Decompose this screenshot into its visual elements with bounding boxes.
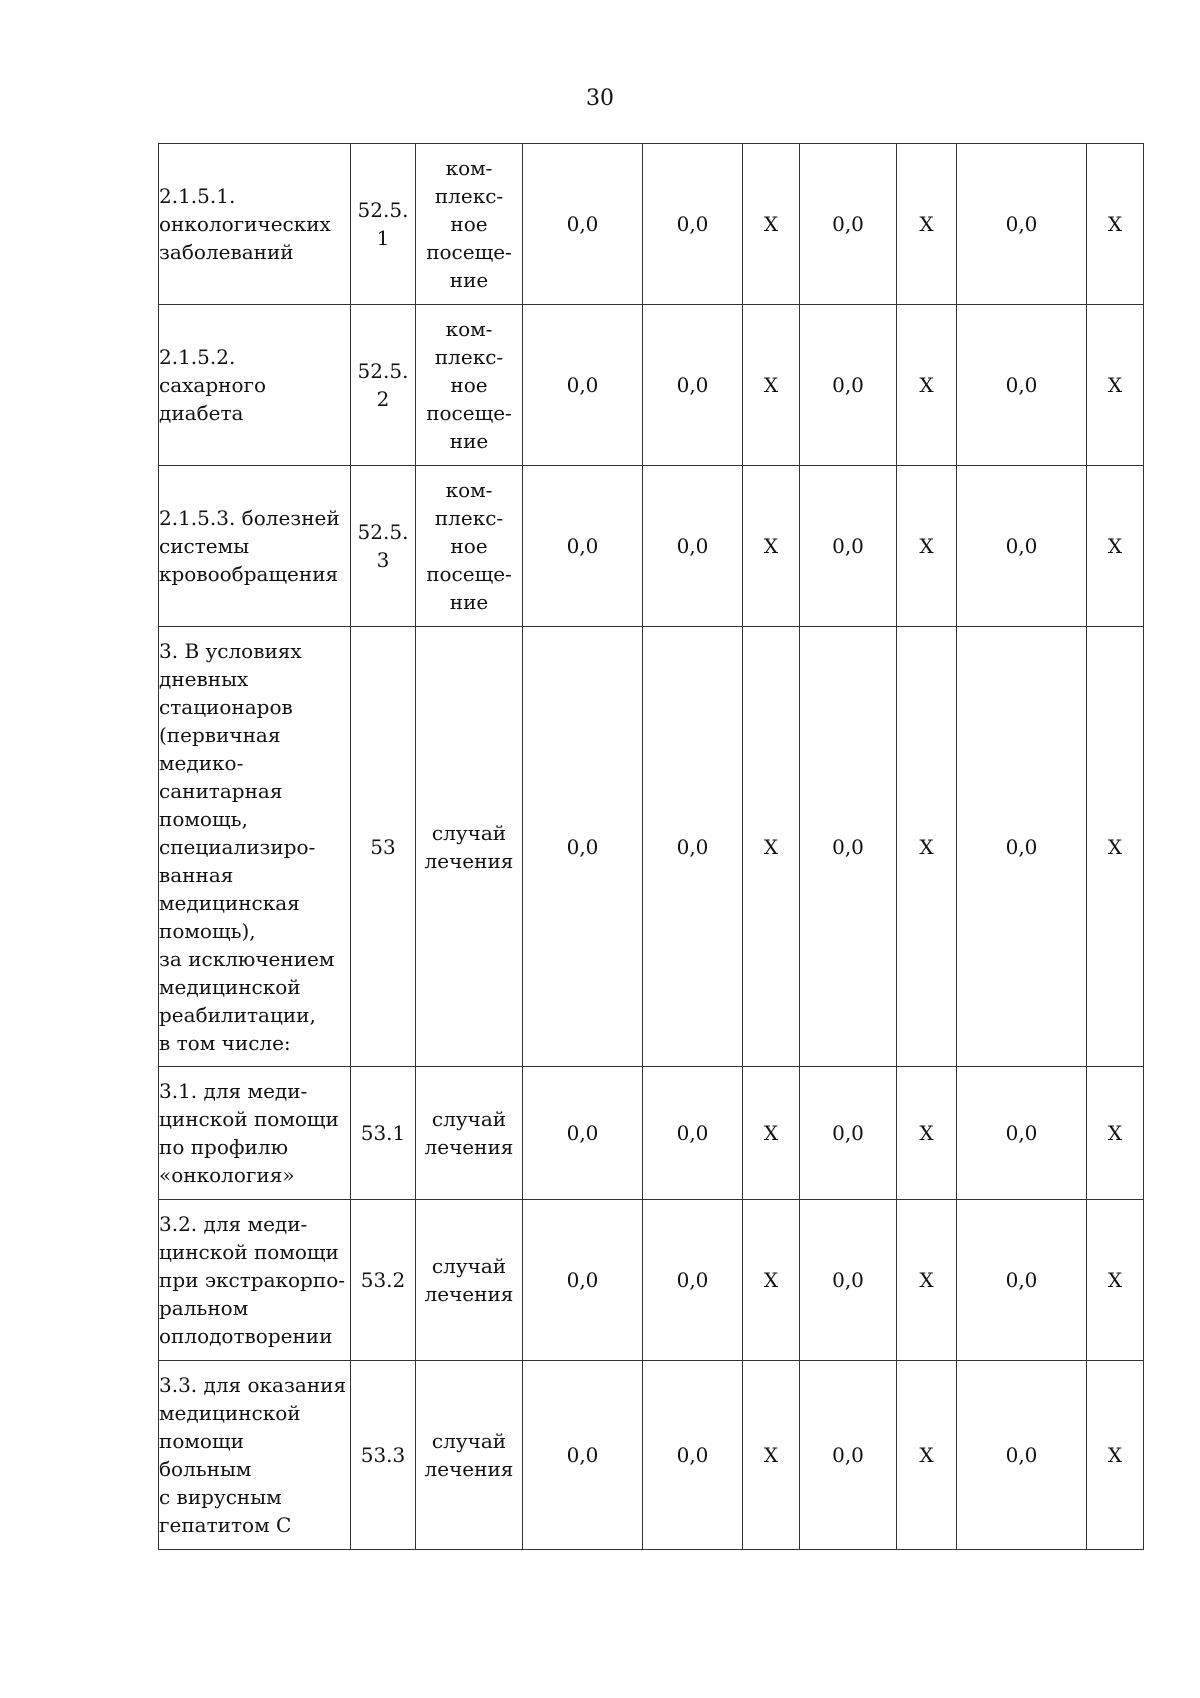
value-cell: 0,0	[523, 1361, 643, 1550]
value-cell: 0,0	[957, 466, 1087, 627]
value-cell: 0,0	[800, 466, 897, 627]
x-cell: Х	[1087, 466, 1144, 627]
value-cell: 0,0	[643, 1361, 743, 1550]
row-name: 2.1.5.3. болезней системы кровообращения	[159, 466, 351, 627]
value-cell: 0,0	[523, 305, 643, 466]
table-row	[159, 144, 1144, 305]
x-cell: Х	[1087, 1200, 1144, 1361]
x-cell: Х	[897, 144, 957, 305]
row-code: 52.5. 3	[351, 466, 416, 627]
value-cell: 0,0	[800, 1200, 897, 1361]
x-cell: Х	[1087, 144, 1144, 305]
value-cell: 0,0	[643, 144, 743, 305]
row-name: 2.1.5.2. сахарного диабета	[159, 305, 351, 466]
table-row	[159, 1361, 1144, 1550]
x-cell: Х	[743, 1067, 800, 1200]
row-unit: случай лечения	[416, 627, 523, 1067]
row-unit: ком- плекс- ное посеще- ние	[416, 305, 523, 466]
row-name: 3. В условиях дневных стационаров (первичная медико- санитарная помощь, специализиро- ванная медицинская помощь), за исключением медицинской реабилитации, в том числе:	[159, 627, 351, 1067]
value-cell: 0,0	[957, 144, 1087, 305]
x-cell: Х	[897, 466, 957, 627]
value-cell: 0,0	[643, 466, 743, 627]
x-cell: Х	[897, 627, 957, 1067]
x-cell: Х	[743, 144, 800, 305]
table-row	[159, 1200, 1144, 1361]
value-cell: 0,0	[523, 466, 643, 627]
row-unit: случай лечения	[416, 1361, 523, 1550]
row-name: 3.2. для меди- цинской помощи при экстракорпо- ральном оплодотворении	[159, 1200, 351, 1361]
table-row	[159, 466, 1144, 627]
value-cell: 0,0	[643, 1067, 743, 1200]
x-cell: Х	[743, 1200, 800, 1361]
x-cell: Х	[743, 466, 800, 627]
x-cell: Х	[897, 1067, 957, 1200]
row-unit: случай лечения	[416, 1067, 523, 1200]
row-unit: случай лечения	[416, 1200, 523, 1361]
value-cell: 0,0	[957, 305, 1087, 466]
row-code: 53.3	[351, 1361, 416, 1550]
value-cell: 0,0	[957, 1200, 1087, 1361]
x-cell: Х	[1087, 305, 1144, 466]
value-cell: 0,0	[800, 627, 897, 1067]
row-code: 53	[351, 627, 416, 1067]
value-cell: 0,0	[523, 144, 643, 305]
x-cell: Х	[743, 305, 800, 466]
x-cell: Х	[897, 1361, 957, 1550]
row-name: 3.1. для меди- цинской помощи по профилю «онкология»	[159, 1067, 351, 1200]
row-code: 52.5. 1	[351, 144, 416, 305]
value-cell: 0,0	[800, 1361, 897, 1550]
value-cell: 0,0	[643, 305, 743, 466]
row-code: 53.1	[351, 1067, 416, 1200]
value-cell: 0,0	[523, 627, 643, 1067]
x-cell: Х	[1087, 1067, 1144, 1200]
table-row	[159, 305, 1144, 466]
row-unit: ком- плекс- ное посеще- ние	[416, 144, 523, 305]
x-cell: Х	[743, 1361, 800, 1550]
table-row	[159, 627, 1144, 1067]
page-number: 30	[586, 86, 614, 111]
value-cell: 0,0	[643, 627, 743, 1067]
data-table	[158, 143, 1144, 1550]
x-cell: Х	[1087, 1361, 1144, 1550]
value-cell: 0,0	[800, 144, 897, 305]
row-code: 53.2	[351, 1200, 416, 1361]
x-cell: Х	[897, 1200, 957, 1361]
value-cell: 0,0	[523, 1067, 643, 1200]
value-cell: 0,0	[957, 1361, 1087, 1550]
value-cell: 0,0	[523, 1200, 643, 1361]
x-cell: Х	[743, 627, 800, 1067]
row-name: 2.1.5.1. онкологических заболеваний	[159, 144, 351, 305]
value-cell: 0,0	[800, 1067, 897, 1200]
value-cell: 0,0	[643, 1200, 743, 1361]
table-row	[159, 1067, 1144, 1200]
row-name: 3.3. для оказания медицинской помощи больным с вирусным гепатитом С	[159, 1361, 351, 1550]
value-cell: 0,0	[800, 305, 897, 466]
row-unit: ком- плекс- ное посеще- ние	[416, 466, 523, 627]
x-cell: Х	[1087, 627, 1144, 1067]
x-cell: Х	[897, 305, 957, 466]
row-code: 52.5. 2	[351, 305, 416, 466]
value-cell: 0,0	[957, 627, 1087, 1067]
value-cell: 0,0	[957, 1067, 1087, 1200]
